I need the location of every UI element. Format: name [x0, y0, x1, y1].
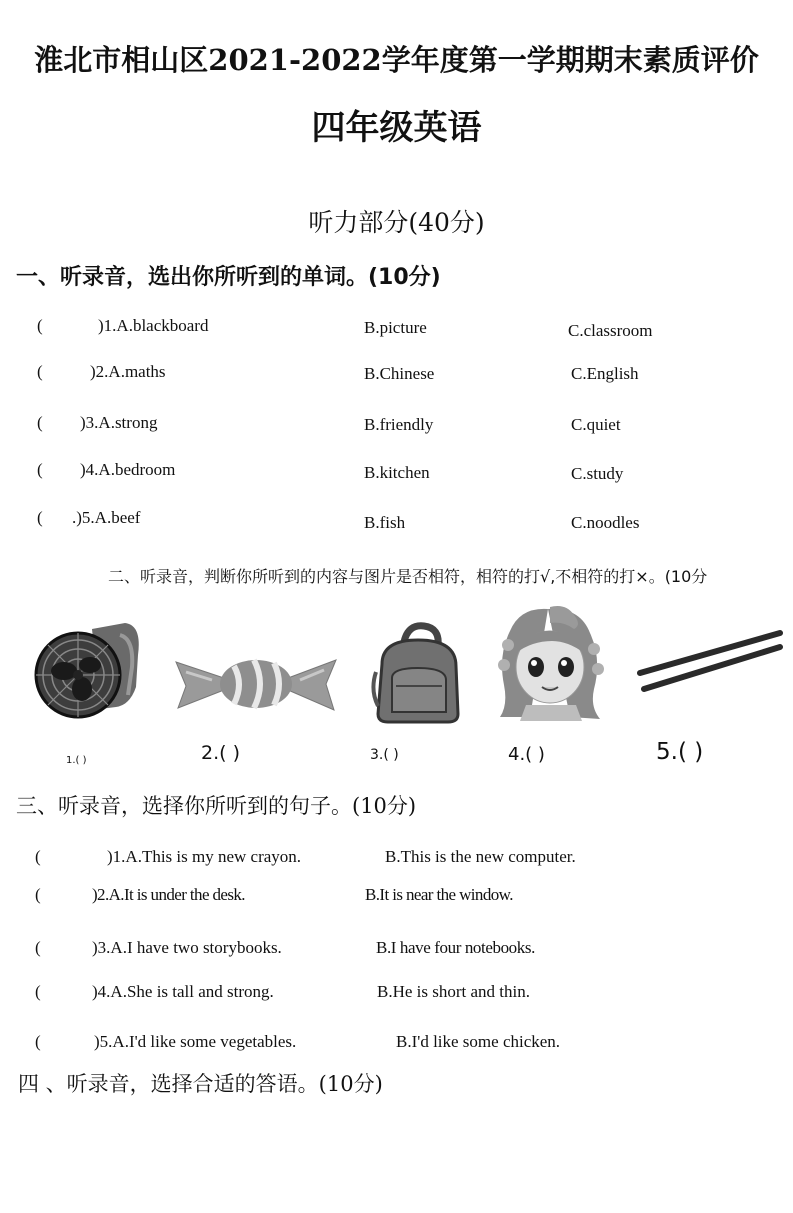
sentence-b: B.He is short and thin.	[377, 982, 530, 1001]
backpack-picture	[368, 620, 468, 725]
sentence-a: )2.A.It is under the desk.	[92, 885, 245, 904]
candy-picture	[172, 648, 340, 720]
option-a: )2.A.maths	[90, 362, 166, 381]
option-c: C.English	[571, 364, 639, 383]
option-b: B.fish	[364, 513, 406, 532]
section4-heading: 四 、听录音，选择合适的答语。(10分)	[18, 1072, 383, 1096]
chopsticks-picture	[636, 625, 784, 697]
option-c: C.quiet	[571, 415, 621, 434]
option-b: B.picture	[364, 318, 427, 337]
option-a: .)5.A.beef	[72, 508, 141, 527]
picture-label-2: 2.( )	[201, 742, 240, 764]
picture-label-5: 5.( )	[656, 739, 704, 765]
option-a: )3.A.strong	[80, 413, 158, 432]
sentence-b: B.I'd like some chicken.	[396, 1032, 561, 1051]
picture-label-4: 4.( )	[508, 744, 545, 765]
sentence-a: )4.A.She is tall and strong.	[92, 982, 274, 1001]
option-c: C.study	[571, 464, 624, 483]
section1-heading: 一、听录音，选出你所听到的单词。(10分)	[16, 265, 441, 290]
sentence-a: )1.A.This is my new crayon.	[107, 847, 302, 866]
listening-part-title: 听力部分(40分)	[308, 208, 485, 237]
option-b: B.Chinese	[364, 364, 435, 383]
picture-label-1: 1.( )	[66, 755, 87, 766]
exam-subtitle: 四年级英语	[311, 108, 482, 148]
exam-title: 淮北市相山区2021-2022学年度第一学期期末素质评价	[34, 43, 759, 77]
sentence-a: )3.A.I have two storybooks.	[92, 938, 282, 957]
sentence-b: B.This is the new computer.	[385, 847, 576, 866]
sentence-a: )5.A.I'd like some vegetables.	[94, 1032, 297, 1051]
option-b: B.kitchen	[364, 463, 430, 482]
sentence-b: B.It is near the window.	[365, 885, 513, 904]
option-c: C.noodles	[571, 513, 640, 532]
section3-heading: 三、听录音，选择你所听到的句子。(10分)	[16, 794, 417, 818]
section2-heading: 二、听录音，判断你所听到的内容与图片是否相符，相符的打√,不相符的打×。(10分	[108, 567, 708, 586]
option-a: )4.A.bedroom	[80, 460, 176, 479]
girl-picture	[490, 605, 615, 725]
option-c: C.classroom	[568, 321, 653, 340]
option-a: )1.A.blackboard	[98, 316, 209, 335]
option-b: B.friendly	[364, 415, 434, 434]
picture-label-3: 3.( )	[370, 747, 399, 763]
sentence-b: B.I have four notebooks.	[376, 938, 535, 957]
fan-picture	[30, 615, 145, 725]
